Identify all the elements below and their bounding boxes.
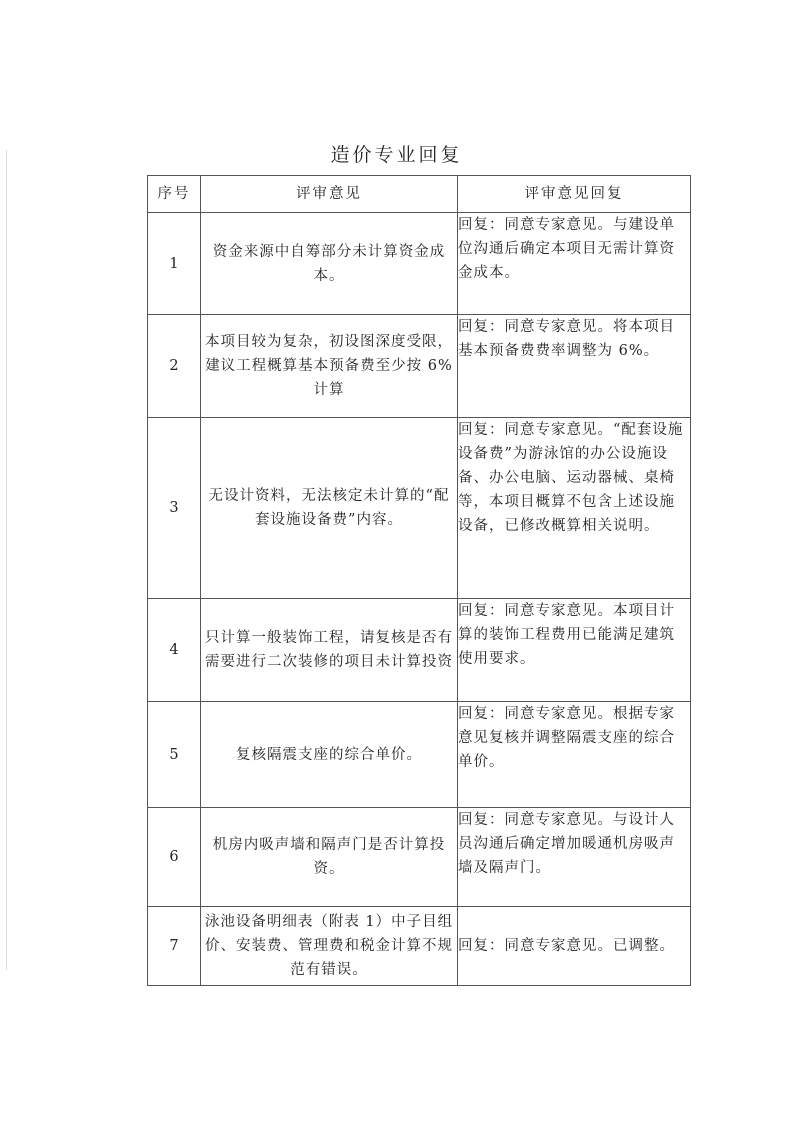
row-reply: 回复：同意专家意见。已调整。: [458, 907, 691, 986]
review-reply-table: [147, 175, 691, 986]
row-index: 7: [148, 907, 201, 986]
row-reply: 回复：同意专家意见。将本项目基本预备费费率调整为 6%。: [458, 315, 691, 418]
table-row: [148, 702, 691, 808]
row-opinion: 无设计资料，无法核定未计算的“配套设施设备费”内容。: [201, 418, 458, 599]
table-row: [148, 315, 691, 418]
row-opinion: 只计算一般装饰工程，请复核是否有需要进行二次装修的项目未计算投资: [201, 599, 458, 702]
header-opinion: 评审意见: [201, 176, 458, 213]
table-row: [148, 418, 691, 599]
row-reply: 回复：同意专家意见。与建设单位沟通后确定本项目无需计算资金成本。: [458, 213, 691, 315]
table-row: [148, 808, 691, 907]
table-header-row: [148, 176, 691, 213]
row-index: 5: [148, 702, 201, 808]
header-index: 序号: [148, 176, 201, 213]
scan-margin-line: [6, 150, 7, 970]
row-index: 2: [148, 315, 201, 418]
row-opinion: 复核隔震支座的综合单价。: [201, 702, 458, 808]
row-opinion: 泳池设备明细表（附表 1）中子目组价、安装费、管理费和税金计算不规范有错误。: [201, 907, 458, 986]
row-reply: 回复：同意专家意见。本项目计算的装饰工程费用已能满足建筑使用要求。: [458, 599, 691, 702]
header-reply: 评审意见回复: [458, 176, 691, 213]
row-reply: 回复：同意专家意见。根据专家意见复核并调整隔震支座的综合单价。: [458, 702, 691, 808]
table-row: [148, 599, 691, 702]
row-opinion: 机房内吸声墙和隔声门是否计算投资。: [201, 808, 458, 907]
row-index: 1: [148, 213, 201, 315]
row-index: 6: [148, 808, 201, 907]
row-opinion: 资金来源中自筹部分未计算资金成本。: [201, 213, 458, 315]
page-title: 造价专业回复: [330, 144, 463, 166]
row-index: 3: [148, 418, 201, 599]
table-row: [148, 907, 691, 986]
row-index: 4: [148, 599, 201, 702]
table-row: [148, 213, 691, 315]
row-opinion: 本项目较为复杂，初设图深度受限，建议工程概算基本预备费至少按 6%计算: [201, 315, 458, 418]
row-reply: 回复：同意专家意见。与设计人员沟通后确定增加暖通机房吸声墙及隔声门。: [458, 808, 691, 907]
row-reply: 回复：同意专家意见。“配套设施设备费”为游泳馆的办公设施设备、办公电脑、运动器械、桌椅等，本项目概算不包含上述设施设备，已修改概算相关说明。: [458, 418, 691, 599]
